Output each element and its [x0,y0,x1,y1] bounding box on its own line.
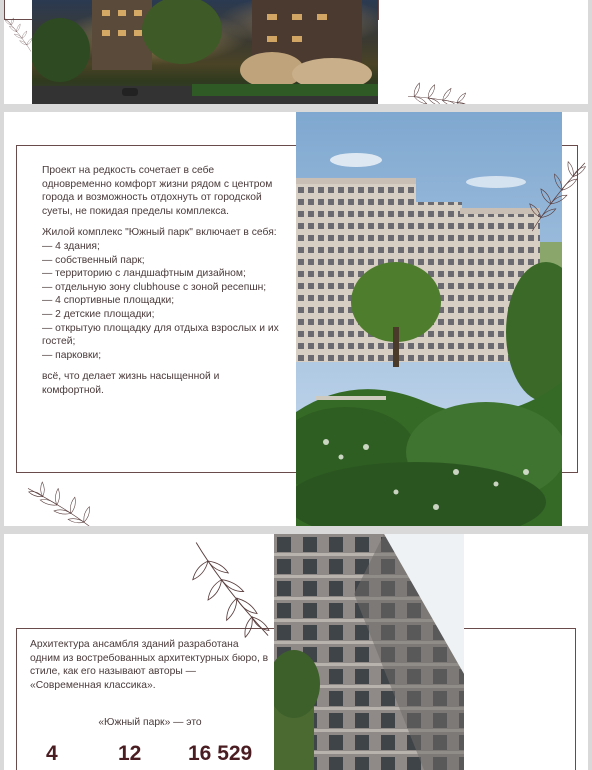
intro-paragraph: Проект на редкость сочетает в себе одновременно комфорт жизни рядом с центром города и возможность отдохнуть от городской суеты, не покидая пределы комплекса. [42,165,273,217]
night-residence-photo [32,0,378,104]
leaf-branch-icon [14,474,94,526]
complex-park-photo [296,112,562,526]
leaf-branch-icon [526,132,588,262]
list-item: — открытую площадку для отдыха взрослых и их гостей; [42,322,279,348]
park-is-label: «Южный парк» — это [98,717,202,728]
stat-area: 16 529 [188,742,253,765]
leaf-branch-icon [408,72,478,104]
list-item: — 2 детские площадки; [42,308,155,320]
stat-buildings: 4 [46,742,58,765]
list-item: — 4 здания; [42,240,100,252]
leaf-branch-icon [184,534,276,644]
list-item: — парковки; [42,349,102,361]
page-3 [4,534,588,770]
leaf-branch-icon [4,0,34,70]
page-2 [4,112,588,526]
complex-includes-label: Жилой комплекс "Южный парк" включает в себя: [42,227,277,239]
closing-paragraph: всё, что делает жизнь насыщенной и комфортной. [42,371,220,396]
page-1 [4,0,588,104]
project-description [42,164,282,406]
list-item: — 4 спортивные площадки; [42,295,175,307]
feature-list [42,240,282,362]
list-item: — территорию с ландшафтным дизайном; [42,268,246,280]
list-item: — отдельную зону clubhouse с зоной ресепшн; [42,281,267,293]
list-item: — собственный парк; [42,254,145,266]
stat-floors: 12 [118,742,142,765]
tower-facade-photo [274,534,464,770]
architecture-paragraph: Архитектура ансамбля зданий разработана одним из востребованных архитектурных бюро, в стиле, как его называют авторы — «Современная классика». [30,639,269,691]
